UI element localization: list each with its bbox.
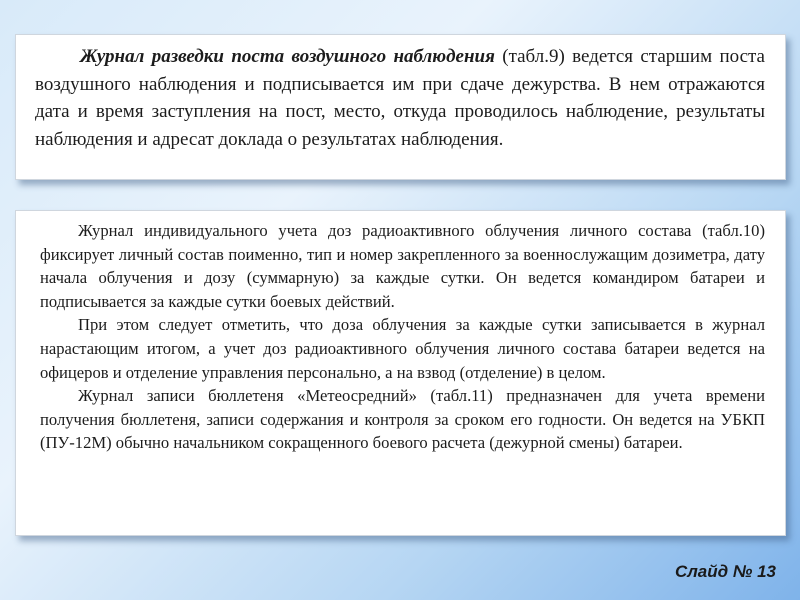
observation-log-text: (табл.9) ведется старшим поста воздушного наблюдения и подписывается им при сдаче дежурства. В нем отражаются дата и время заступления на пост, место, откуда проводилось наблюдение, результаты наблюдения и адресат доклада о результатах наблюдения. xyxy=(35,46,765,150)
text-block-observation-log xyxy=(15,34,786,180)
text-block-dose-journal xyxy=(15,210,786,536)
dose-journal-paragraph: Журнал индивидуального учета доз радиоактивного облучения личного состава (табл.10) фиксирует личный состав поименно, тип и номер закрепленного за военнослужащим дозиметра, дату начала облучения и дозу (суммарную) за каждые сутки. Он ведется командиром батареи и подписывается за каждые сутки боевых действий. xyxy=(40,221,765,311)
slide-number: Слайд № 13 xyxy=(674,562,776,581)
observation-log-paragraph xyxy=(35,43,765,153)
dose-accounting-paragraph: При этом следует отметить, что доза облучения за каждые сутки записывается в журнал нарастающим итогом, а учет доз радиоактивного облучения личного состава батареи ведется на офицеров и отделение управления персонально, а на взвод (отделение) в целом. xyxy=(40,315,765,382)
observation-log-title: Журнал разведки поста воздушного наблюдения xyxy=(80,46,495,67)
meteo-bulletin-paragraph: Журнал записи бюллетеня «Метеосредний» (табл.11) предназначен для учета времени получения бюллетеня, записи содержания и контроля за сроком его годности. Он ведется на УБКП (ПУ-12М) обычно начальником сокращенного боевого расчета (дежурной смены) батареи. xyxy=(40,386,765,453)
